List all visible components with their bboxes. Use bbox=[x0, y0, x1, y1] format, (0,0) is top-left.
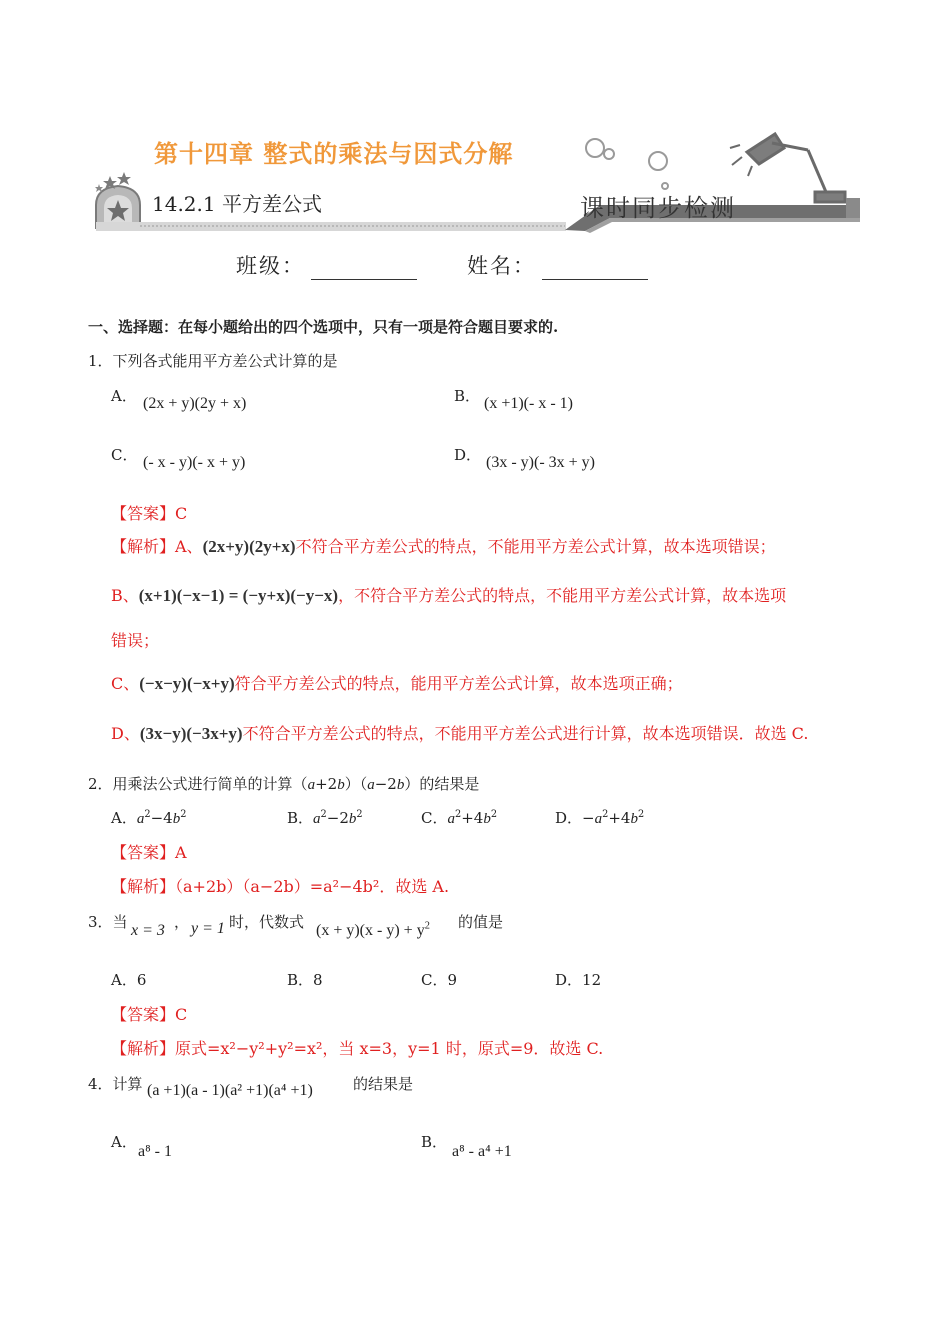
q3-option-a[interactable]: A．6 bbox=[111, 971, 147, 989]
q1-option-a[interactable]: (2x + y)(2y + x) bbox=[143, 395, 247, 412]
q2-option-c[interactable]: C．$a^2+4b^2$ bbox=[421, 809, 498, 827]
class-blank[interactable] bbox=[311, 259, 417, 280]
q4-option-a[interactable]: a⁸ - 1 bbox=[138, 1143, 173, 1160]
math-expression: (x+1)(−x−1) = (−y+x)(−y−x) bbox=[138, 586, 339, 605]
q1-option-c[interactable]: (- x - y)(- x + y) bbox=[143, 454, 246, 471]
question-3: 3．当 bbox=[88, 913, 128, 931]
q3-text-post: 的值是 bbox=[458, 913, 504, 931]
q2-option-d[interactable]: D．$-a^2+4b^2$ bbox=[555, 809, 645, 827]
q1-option-b[interactable]: (x +1)(- x - 1) bbox=[484, 395, 573, 412]
name-field bbox=[467, 250, 648, 280]
q4-option-b-label: B． bbox=[421, 1133, 448, 1151]
q1-option-d[interactable]: (3x - y)(- 3x + y) bbox=[486, 454, 595, 471]
q2-analysis: 【解析】（a+2b）（a−2b）=a²−4b²．故选 A. bbox=[111, 877, 450, 896]
q3-option-b[interactable]: B．8 bbox=[287, 971, 323, 989]
q1-option-c-label: C． bbox=[111, 446, 138, 464]
name-label: 姓名： bbox=[467, 254, 536, 278]
q2-option-a[interactable]: A．$a^2-4b^2$ bbox=[111, 809, 187, 827]
star-badge-icon bbox=[95, 172, 140, 228]
q3-text-mid: 时，代数式 bbox=[229, 913, 305, 931]
q1-analysis-a: 【解析】A、(2x+y)(2y+x)不符合平方差公式的特点，不能用平方差公式计算，故本选项错误； bbox=[111, 537, 776, 556]
q3-answer: 【答案】C bbox=[111, 1005, 188, 1024]
section-heading: 一、选择题：在每小题给出的四个选项中，只有一项是符合题目要求的. bbox=[88, 318, 559, 336]
q1-analysis-b: B、(x+1)(−x−1) = (−y+x)(−y−x)，不符合平方差公式的特点，不能用平方差公式计算，故本选项 bbox=[111, 586, 787, 605]
q2-option-b[interactable]: B．$a^2-2b^2$ bbox=[287, 809, 363, 827]
q1-analysis-c: C、(−x−y)(−x+y)符合平方差公式的特点，能用平方差公式计算，故本选项正确； bbox=[111, 674, 683, 693]
q3-condition-y: y = 1 bbox=[191, 920, 225, 937]
q3-separator: ， bbox=[174, 913, 190, 931]
desk-lamp-icon bbox=[730, 134, 845, 202]
math-expression: (2x+y)(2y+x) bbox=[202, 537, 296, 556]
q1-answer: 【答案】C bbox=[111, 504, 188, 523]
question-text: 下列各式能用平方差公式计算的是 bbox=[112, 352, 338, 370]
q3-condition-x: x = 3 bbox=[131, 922, 165, 939]
q1-option-b-label: B． bbox=[454, 387, 481, 405]
chapter-title: 第十四章 整式的乘法与因式分解 bbox=[154, 139, 514, 168]
header-banner bbox=[0, 0, 950, 240]
q4-option-b[interactable]: a⁸ - a⁴ +1 bbox=[452, 1143, 512, 1160]
q1-option-d-label: D． bbox=[454, 446, 482, 464]
bubble-decoration-icon bbox=[586, 139, 668, 189]
q3-option-c[interactable]: C．9 bbox=[421, 971, 458, 989]
q3-analysis: 【解析】原式=x²−y²+y²=x²，当 x=3，y=1 时，原式=9．故选 C. bbox=[111, 1039, 604, 1058]
q1-analysis-b-cont: 错误； bbox=[111, 631, 160, 650]
q4-text-post: 的结果是 bbox=[353, 1075, 414, 1093]
question-2: 2．用乘法公式进行简单的计算（a+2b）（a−2b）的结果是 bbox=[88, 775, 480, 793]
q2-answer: 【答案】A bbox=[111, 843, 187, 862]
q1-analysis-d: D、(3x−y)(−3x+y)不符合平方差公式的特点，不能用平方差公式进行计算，故本选项错误．故选 C. bbox=[111, 724, 809, 743]
q4-option-a-label: A． bbox=[111, 1133, 137, 1151]
name-blank[interactable] bbox=[542, 259, 648, 280]
banner-label: 课时同步检测 bbox=[580, 194, 736, 222]
q4-expression: (a +1)(a - 1)(a² +1)(a⁴ +1) bbox=[147, 1082, 313, 1099]
question-4: 4．计算 bbox=[88, 1075, 143, 1093]
q3-option-d[interactable]: D．12 bbox=[555, 971, 602, 989]
class-field bbox=[236, 250, 417, 280]
math-expression: (−x−y)(−x+y) bbox=[139, 674, 235, 693]
q1-option-a-label: A． bbox=[111, 387, 137, 405]
math-expression: (3x−y)(−3x+y) bbox=[139, 724, 243, 743]
question-1 bbox=[88, 350, 338, 371]
q3-expression: $(x + y)(x - y) + y^2$ bbox=[316, 920, 430, 939]
class-label: 班级： bbox=[236, 254, 305, 278]
question-number: 1． bbox=[88, 352, 113, 370]
section-title: 14.2.1 平方差公式 bbox=[152, 192, 322, 216]
